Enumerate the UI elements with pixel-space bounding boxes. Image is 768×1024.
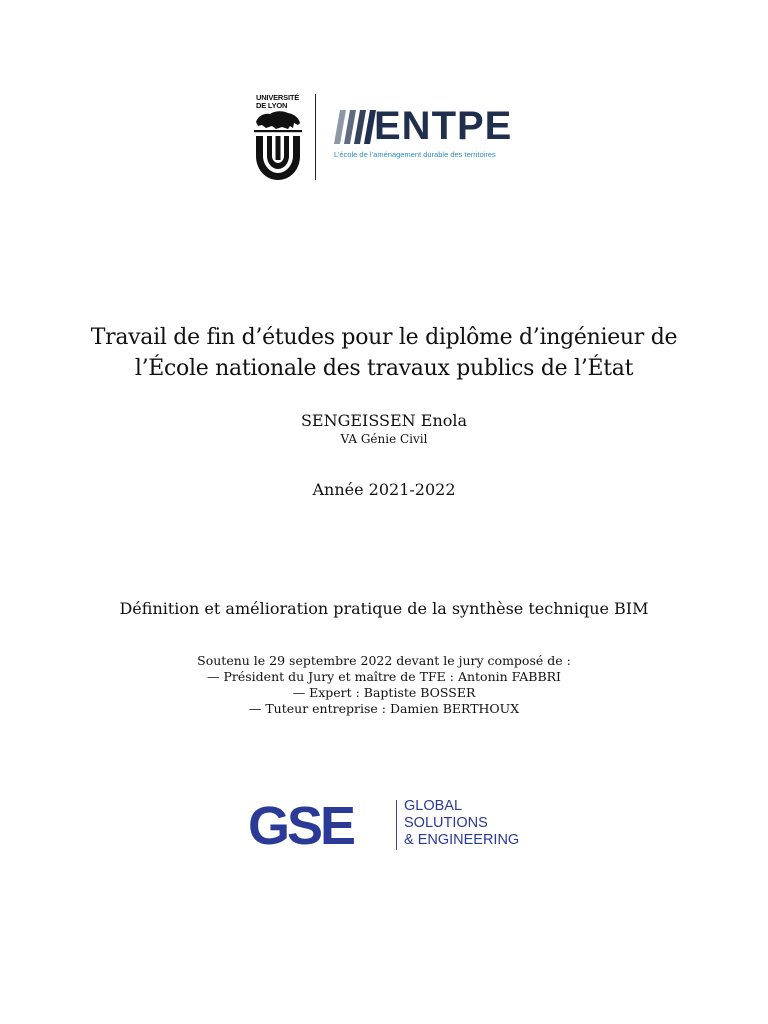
author-block [0,410,768,446]
author-program: VA Génie Civil [340,432,428,446]
gse-tagline: GLOBAL SOLUTIONS & ENGINEERING [404,798,520,848]
thesis-subject: Définition et amélioration pratique de la synthèse technique BIM [119,599,649,618]
entpe-wordmark: ENTPE [374,104,513,148]
gse-divider [396,800,397,850]
jury-block [0,653,768,717]
title-line-1: Travail de fin d’études pour le diplôme d’ingénieur de [90,325,678,350]
jury-intro: Soutenu le 29 septembre 2022 devant le jury composé de : [197,653,571,668]
thesis-title [0,322,768,384]
academic-year: Année 2021-2022 [312,480,456,499]
gse-wordmark-icon [248,800,388,850]
header-logos [252,92,522,184]
jury-member-president: — Président du Jury et maître de TFE : Antonin FABBRI [207,669,561,684]
entpe-stripes-icon [334,110,376,144]
udl-logo-text: UNIVERSITÉ DE LYON [256,93,300,110]
entpe-logo [334,104,524,168]
title-line-2: l’École nationale des travaux publics de l’État [134,356,634,381]
lion-emblem-icon [252,108,304,182]
gse-logo [248,798,528,854]
universite-de-lyon-logo [252,92,304,182]
jury-member-tutor: — Tuteur entreprise : Damien BERTHOUX [248,701,520,716]
entpe-tagline: L’école de l’aménagement durable des territoires [334,150,496,159]
jury-member-expert: — Expert : Baptiste BOSSER [292,685,476,700]
author-name: SENGEISSEN Enola [300,411,468,430]
gse-wordmark-text: GSE [248,800,354,850]
logo-divider [315,94,316,180]
